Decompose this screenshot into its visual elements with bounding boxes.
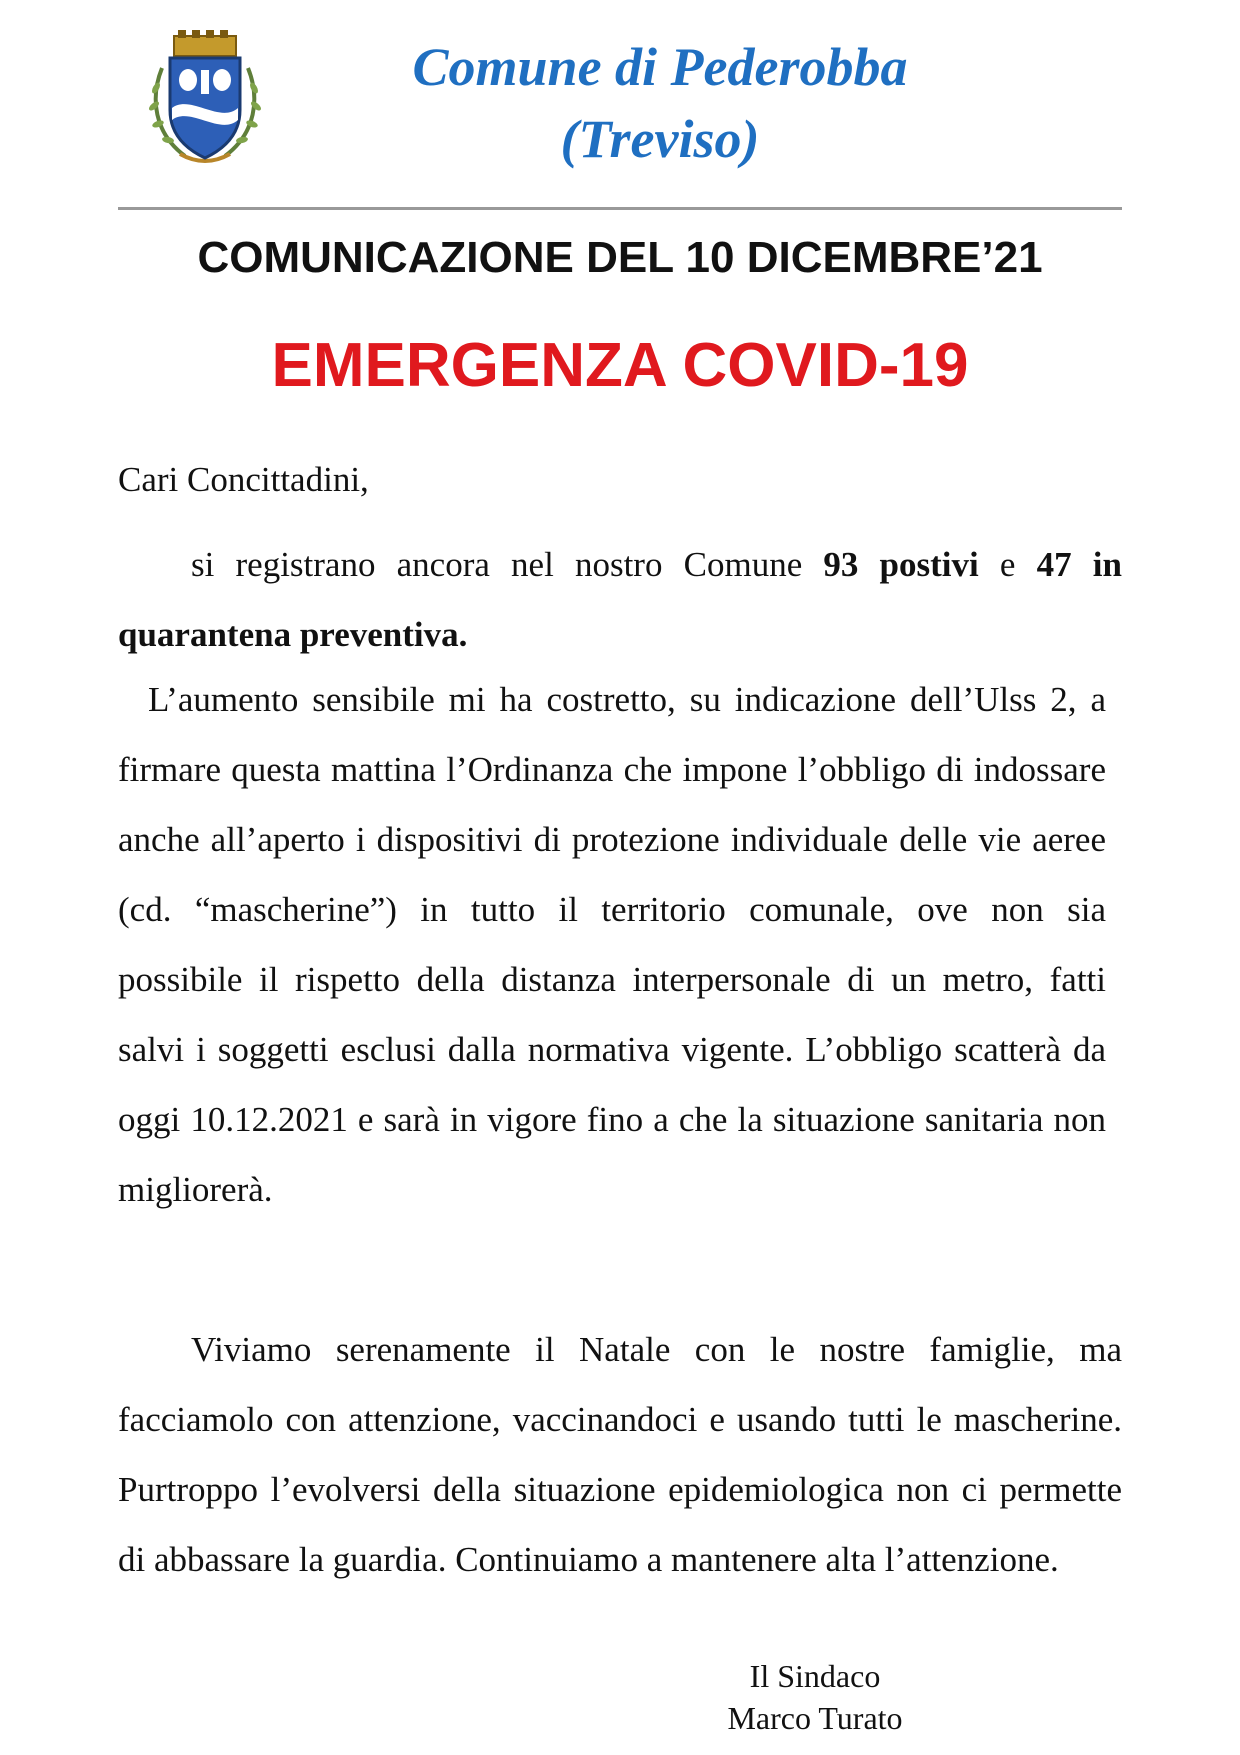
header-divider <box>118 207 1122 210</box>
paragraph-cases <box>118 530 1122 670</box>
emergency-title: EMERGENZA COVID-19 <box>271 331 969 400</box>
positive-count: 93 postivi <box>823 545 979 584</box>
municipal-coat-of-arms-icon <box>140 28 270 168</box>
province-name: (Treviso) <box>560 109 760 169</box>
signature-block <box>690 1655 940 1739</box>
cases-text-a: si registrano ancora nel nostro Comune <box>191 545 824 584</box>
greeting: Cari Concittadini, <box>118 460 369 499</box>
signature-name: Marco Turato <box>727 1700 903 1736</box>
paragraph-ordinance: L’aumento sensibile mi ha costretto, su indicazione dell’Ulss 2, a firmare questa mattina l’Ordinanza che impone l’obbligo di indossare anche all’aperto i dispositivi di protezione individuale delle vie aeree (cd. “mascherine”) in tutto il territorio comunale, ove non sia possibile il rispetto della distanza interpersonale di un metro, fatti salvi i soggetti esclusi dalla normativa vigente. L’obbligo scatterà da oggi 10.12.2021 e sarà in vigore fino a che la situazione sanitaria non migliorerà. <box>118 680 1106 1209</box>
communication-title: COMUNICAZIONE DEL 10 DICEMBRE’21 <box>197 233 1043 282</box>
signature-role: Il Sindaco <box>749 1658 881 1694</box>
paragraph-christmas: Viviamo serenamente il Natale con le nostre famiglie, ma facciamolo con attenzione, vaccinandoci e usando tutti le mascherine. Purtroppo l’evolversi della situazione epidemiologica non ci permette di abbassare la guardia. Continuiamo a mantenere alta l’attenzione. <box>118 1330 1122 1579</box>
quarantine-count: 47 in quarantena preventiva. <box>118 545 1122 654</box>
municipality-name: Comune di Pederobba <box>412 37 908 97</box>
cases-text-c: e <box>978 545 1037 584</box>
